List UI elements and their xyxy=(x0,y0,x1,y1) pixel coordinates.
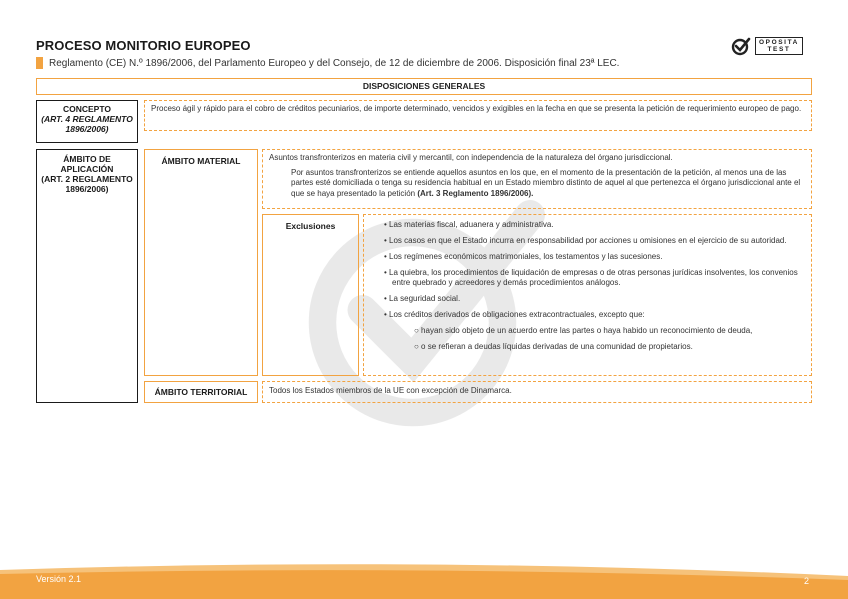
exclusion-item-text: • Los créditos derivados de obligaciones extracontractuales, excepto que: xyxy=(384,310,645,319)
logo-text-top: OPOSITA xyxy=(759,39,799,46)
ambito-territorial-label-box xyxy=(144,381,258,403)
section-header: DISPOSICIONES GENERALES xyxy=(36,78,812,95)
ambito-material-text2-block xyxy=(269,168,805,200)
page-number: 2 xyxy=(804,576,810,586)
exclusion-subitem: ○ hayan sido objeto de un acuerdo entre las partes o haya habido un reconocimiento de deuda, xyxy=(414,326,753,335)
exclusion-item: • Los regímenes económicos matrimoniales, los testamentos y las sucesiones. xyxy=(384,252,663,261)
concepto-text-box xyxy=(144,100,812,131)
ambito-label: ÁMBITO DE APLICACIÓN xyxy=(60,154,114,174)
version-label: Versión 2.1 xyxy=(36,574,82,584)
exclusion-item: • Las materias fiscal, aduanera y administrativa. xyxy=(384,220,554,229)
ambito-material-text1: Asuntos transfronterizos en materia civil y mercantil, con independencia de la naturaleza del órgano jurisdiccional. xyxy=(269,153,673,162)
footer-wave xyxy=(0,562,848,599)
exclusion-item xyxy=(384,310,805,352)
concepto-text: Proceso ágil y rápido para el cobro de créditos pecuniarios, de importe determinado, vencidos y exigibles en la fecha en que se presenta la petición de requerimiento europeo de pago. xyxy=(151,104,802,113)
exclusion-item: • Los casos en que el Estado incurra en responsabilidad por acciones u omisiones en el ejercicio de su autoridad. xyxy=(384,236,787,245)
oposita-test-logo xyxy=(731,36,803,56)
footer-wave-graphic xyxy=(0,562,848,599)
ambito-ref: (ART. 2 REGLAMENTO 1896/2006) xyxy=(41,174,133,194)
exclusiones-list xyxy=(384,220,805,352)
concepto-ref: (ART. 4 REGLAMENTO 1896/2006) xyxy=(41,114,133,134)
ambito-territorial-text-box xyxy=(262,381,812,403)
check-logo-icon xyxy=(731,36,751,56)
ambito-material-label-box xyxy=(144,149,258,376)
accent-bar xyxy=(36,57,43,69)
ambito-territorial-text: Todos los Estados miembros de la UE con excepción de Dinamarca. xyxy=(269,386,512,395)
logo-text xyxy=(755,37,803,55)
page-title: PROCESO MONITORIO EUROPEO xyxy=(36,38,251,53)
ambito-material-label: ÁMBITO MATERIAL xyxy=(161,156,241,166)
ambito-material-text-box xyxy=(262,149,812,209)
exclusion-item: • La seguridad social. xyxy=(384,294,461,303)
exclusiones-label: Exclusiones xyxy=(285,221,336,231)
ambito-label-box xyxy=(36,149,138,403)
concepto-label-box xyxy=(36,100,138,143)
concepto-label: CONCEPTO xyxy=(62,104,112,114)
subtitle-text: Reglamento (CE) N.º 1896/2006, del Parlamento Europeo y del Consejo, de 12 de diciembre de 2006. Disposición final 23ª LEC. xyxy=(49,57,620,69)
page-subtitle xyxy=(36,57,619,69)
exclusiones-label-box xyxy=(262,214,359,376)
ambito-material-text2-ref: (Art. 3 Reglamento 1896/2006). xyxy=(417,188,534,198)
exclusion-sublist xyxy=(392,326,805,352)
logo-text-bottom: TEST xyxy=(767,46,791,53)
ambito-material-text2: Por asuntos transfronterizos se entiende aquellos asuntos en los que, en el momento de la presentación de la petición, al menos una de las partes esté domiciliada o tenga su residencia habitual en un Estado miembro distinto de aquel al que pertenezca el órgano jurisdiccional ante el que se haya presentado la petición xyxy=(291,167,801,198)
exclusion-item: • La quiebra, los procedimientos de liquidación de empresas o de otras personas jurídicas insolventes, los convenios entre quebrado y acreedores y demás procedimientos análogos. xyxy=(384,268,798,287)
exclusion-subitem: ○ o se refieran a deudas líquidas derivadas de una comunidad de propietarios. xyxy=(414,342,693,351)
exclusiones-list-box xyxy=(363,214,812,376)
ambito-territorial-label: ÁMBITO TERRITORIAL xyxy=(154,387,248,397)
